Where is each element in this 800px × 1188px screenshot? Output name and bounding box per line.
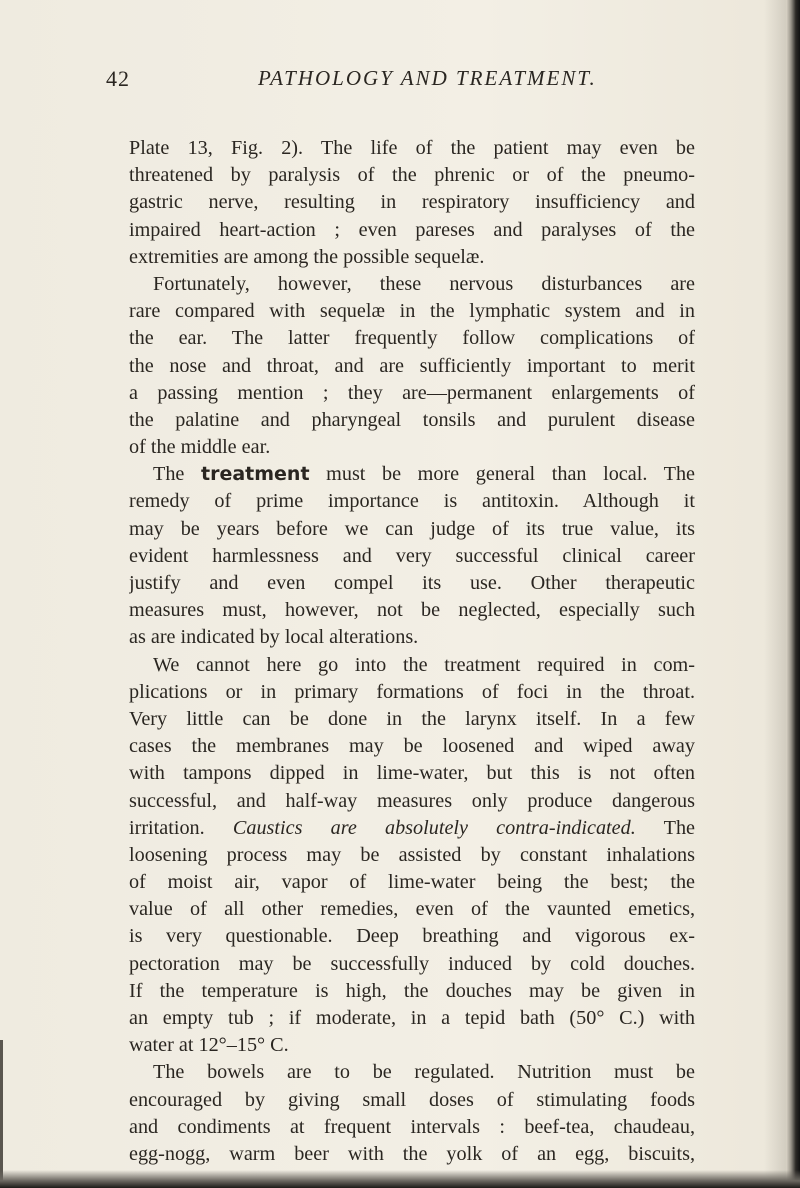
text-line: rare compared with sequelæ in the lymphatic system and in [129, 300, 695, 323]
text-line: may be years before we can judge of its true value, its [129, 517, 695, 540]
text-line-treatment [129, 461, 695, 488]
text-line: evident harmlessness and very successful clinical career [129, 544, 695, 567]
caustics-warning: Caustics are absolutely contra-indicated. [232, 816, 636, 839]
text-line: and condiments at frequent intervals : beef-tea, chaudeau, [129, 1115, 695, 1138]
text-line: remedy of prime importance is antitoxin. Although it [129, 490, 695, 513]
text-line: as are indicated by local alterations. [129, 626, 419, 649]
text-line: the palatine and pharyngeal tonsils and purulent disease [129, 408, 695, 431]
text-line: of moist air, vapor of lime-water being the best; the [129, 871, 695, 894]
page-edge [0, 1040, 3, 1188]
text-fragment: irritation. [129, 816, 205, 839]
text-line: We cannot here go into the treatment required in com- [153, 653, 695, 676]
text-line: the nose and throat, and are sufficiently important to merit [129, 354, 695, 377]
text-line: value of all other remedies, even of the vaunted emetics, [129, 898, 695, 921]
text-line: a passing mention ; they are—permanent enlargements of [129, 381, 695, 404]
text-fragment: The [635, 816, 695, 839]
text-line: loosening process may be assisted by constant inhalations [129, 843, 695, 866]
text-line: egg-nogg, warm beer with the yolk of an egg, biscuits, [129, 1142, 695, 1165]
page-bottom-edge [0, 1170, 800, 1188]
text-line: an empty tub ; if moderate, in a tepid bath (50° C.) with [129, 1007, 695, 1029]
text-line: cases the membranes may be loosened and wiped away [129, 735, 695, 758]
text-line: the ear. The latter frequently follow complications of [129, 327, 695, 350]
treatment-term: treatment [201, 463, 310, 486]
running-head: PATHOLOGY AND TREATMENT. [258, 66, 597, 90]
text-line: measures must, however, not be neglected, especially such [129, 599, 695, 622]
text-line: gastric nerve, resulting in respiratory insufficiency and [129, 191, 695, 214]
text-line: threatened by paralysis of the phrenic or of the pneumo- [129, 164, 695, 187]
text-line: The bowels are to be regulated. Nutrition must be [153, 1061, 695, 1084]
page-header [0, 66, 800, 96]
text-line: plications or in primary formations of foci in the throat. [129, 680, 695, 703]
book-spine [786, 0, 800, 1188]
text-line: successful, and half-way measures only produce dangerous [129, 789, 695, 812]
text-line-caustics [129, 815, 695, 842]
text-line: Plate 13, Fig. 2). The life of the patient may even be [129, 137, 695, 159]
text-line: extremities are among the possible sequelæ. [129, 245, 485, 268]
text-fragment: must be more general than local. The [309, 463, 695, 486]
text-line: with tampons dipped in lime-water, but this is not often [129, 762, 695, 785]
text-line: encouraged by giving small doses of stimulating foods [129, 1088, 695, 1111]
text-line: impaired heart-action ; even pareses and paralyses of the [129, 218, 695, 241]
text-line: If the temperature is high, the douches may be given in [129, 979, 695, 1002]
page-number: 42 [106, 66, 130, 91]
gutter-shadow [764, 0, 786, 1188]
text-line: of the middle ear. [129, 436, 271, 459]
text-line: water at 12°–15° C. [129, 1034, 289, 1057]
text-line: Fortunately, however, these nervous disturbances are [153, 272, 695, 295]
text-line: is very questionable. Deep breathing and vigorous ex- [129, 925, 695, 948]
text-fragment: The [153, 463, 185, 486]
text-line: justify and even compel its use. Other therapeutic [129, 572, 695, 594]
body-text [129, 135, 695, 1168]
text-line: Very little can be done in the larynx itself. In a few [129, 707, 695, 730]
text-line: pectoration may be successfully induced by cold douches. [129, 952, 695, 975]
